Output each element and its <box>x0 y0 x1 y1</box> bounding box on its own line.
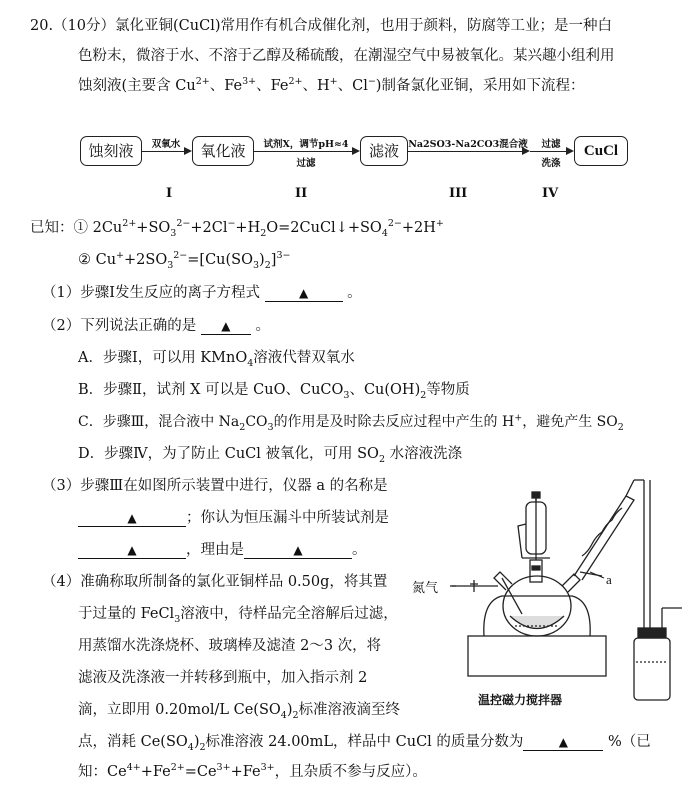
question-2: （2）下列说法正确的是 ▲ 。 <box>42 318 270 334</box>
flow-arrow-2-label-bottom: 过滤 <box>296 158 316 169</box>
stirrer-base <box>468 636 606 676</box>
question-4-line4: 滤液及洗涤液一并转移到瓶中，加入指示剂 2 <box>78 670 368 686</box>
apparatus-figure <box>412 466 684 716</box>
step-label-3: III <box>449 186 468 201</box>
step-label-4: IV <box>542 186 559 201</box>
question-4-line3: 用蒸馏水洗涤烧杯、玻璃棒及滤渣 2～3 次，将 <box>78 638 382 654</box>
flow-box-oxidized-solution: 氧化液 <box>192 136 254 166</box>
flow-box-etching-solution: 蚀刻液 <box>80 136 142 166</box>
question-3-line3: ▲ ，理由是 ▲ 。 <box>78 540 367 560</box>
flow-box-cucl: CuCl <box>574 136 628 166</box>
question-3-line2: ▲ ；你认为恒压漏斗中所装试剂是 <box>78 508 389 528</box>
flow-arrow-2-label-top: 试剂X，调节pH≈4 <box>263 139 349 150</box>
question-3-line1: （3）步骤Ⅲ在如图所示装置中进行，仪器 a 的名称是 <box>42 478 388 494</box>
step-label-2: II <box>295 186 308 201</box>
answer-blank-q3-reagent[interactable]: ▲ <box>78 542 186 559</box>
answer-blank-q3-instrument[interactable]: ▲ <box>78 510 186 527</box>
absorption-bottle <box>634 638 670 700</box>
flow-arrow-4 <box>530 151 572 152</box>
question-4-line5: 滴，立即用 0.20mol/L $Ce(SO_4)_2$标准溶液滴至终 <box>78 702 401 721</box>
flow-arrow-1-label: 双氧水 <box>151 139 181 150</box>
flow-arrow-2 <box>254 151 358 152</box>
known-equation-1: 已知：① $2Cu^{2+}+SO_3^{2-}+2Cl^-+H_2O=2CuCl↓+SO_4^{2-}+2H^+$ <box>30 218 444 239</box>
answer-blank-q4[interactable]: ▲ <box>523 734 603 751</box>
known-equation-2: ② $Cu^++2SO_3^{2-}=[Cu(SO_3)_2]^{3-}$ <box>78 250 291 271</box>
question-header-line3: 蚀刻液(主要含 $Cu^{2+}$、$Fe^{3+}$、$Fe^{2+}$、H+、Cl−)制备氯化亚铜，采用如下流程： <box>78 76 585 94</box>
flow-arrow-1 <box>142 151 190 152</box>
flow-arrow-3-label: Na2SO3-Na2CO3混合液 <box>408 139 528 150</box>
option-d: D．步骤Ⅳ，为了防止 CuCl 被氧化，可用 $SO_2$ 水溶液洗涤 <box>78 446 463 465</box>
question-4-line1: （4）准确称取所制备的氯化亚铜样品 0.50g，将其置 <box>42 574 388 590</box>
condenser-a <box>574 496 634 580</box>
answer-blank-q1[interactable]: ▲ <box>265 285 343 302</box>
flow-arrow-4-label-bottom: 洗涤 <box>541 158 561 169</box>
nitrogen-label: 氮气 <box>412 581 439 596</box>
question-4-line6: 点，消耗 $Ce(SO_4)_2$标准溶液 24.00mL，样品中 CuCl 的质量分数为 ▲ %（已 <box>78 734 651 753</box>
flow-arrow-4-label-top: 过滤 <box>541 139 561 150</box>
option-c: C．步骤Ⅲ，混合液中 $Na_2CO_3$的作用是及时除去反应过程中产生的 H+，避免产生 $SO_2$ <box>78 412 624 433</box>
option-a: A．步骤Ⅰ，可以用 KMnO$_4$溶液代替双氧水 <box>78 350 355 369</box>
answer-blank-q3-reason[interactable]: ▲ <box>244 542 352 559</box>
stirrer-caption: 温控磁力搅拌器 <box>478 693 563 707</box>
answer-blank-q2[interactable]: ▲ <box>201 318 251 335</box>
option-b: B．步骤Ⅱ，试剂 X 可以是 CuO、CuCO$_3$、$Cu(OH)_2$等物质 <box>78 382 470 401</box>
flow-box-filtrate: 滤液 <box>360 136 408 166</box>
flow-arrow-3 <box>408 151 528 152</box>
instrument-a-label: a <box>606 572 612 587</box>
question-4-line7: 知：$Ce^{4+}+Fe^{2+}=Ce^{3+}+Fe^{3+}$，且杂质不参与反应）。 <box>78 762 427 780</box>
question-header-line1: 20.（10分）氯化亚铜(CuCl)常用作有机合成催化剂，也用于颜料，防腐等工业；是一种白 <box>30 18 612 34</box>
question-4-line2: 于过量的 FeCl$_3$溶液中，待样品完全溶解后过滤， <box>78 606 398 625</box>
question-1: （1）步骤Ⅰ发生反应的离子方程式 ▲ 。 <box>42 285 362 301</box>
step-label-1: I <box>166 186 173 201</box>
question-header-line2: 色粉末，微溶于水、不溶于乙醇及稀硫酸，在潮湿空气中易被氧化。某兴趣小组利用 <box>78 48 615 64</box>
